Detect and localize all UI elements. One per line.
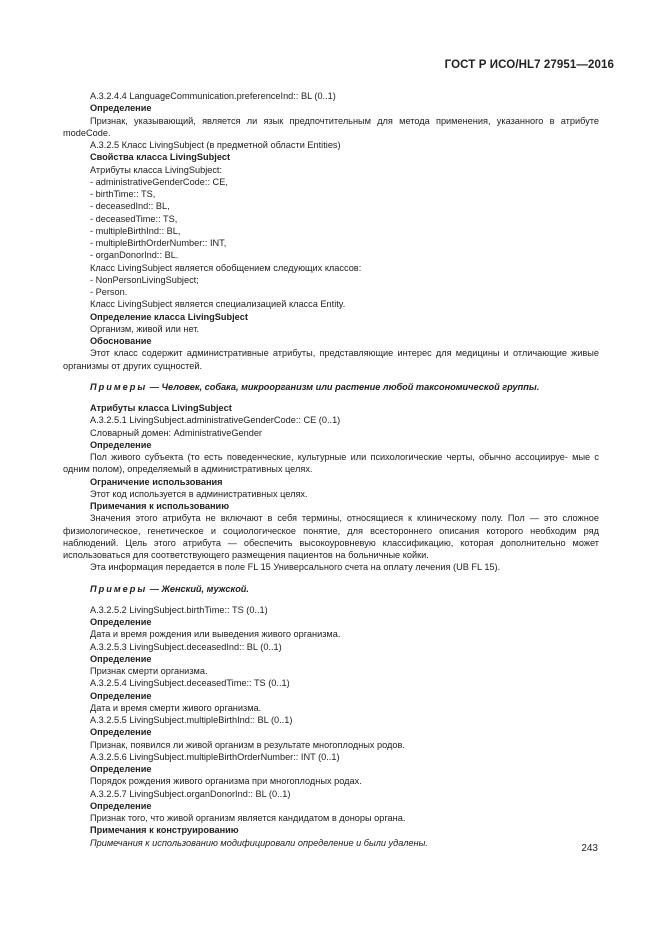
list-item: - organDonorInd:: BL. [90, 250, 179, 261]
list-item: - multipleBirthInd:: BL, [90, 225, 181, 236]
paragraph: Порядок рождения живого организма при многоплодных родах. [90, 776, 362, 787]
subheading: Примечания к конструированию [90, 825, 239, 836]
section-id: A.3.2.4.4 LanguageCommunication.preferenceInd:: BL (0..1) [90, 91, 336, 101]
paragraph: Организм, живой или нет. [90, 323, 200, 334]
section-id: A.3.2.5 Класс LivingSubject (в предметной области Entities) [90, 140, 341, 150]
example-label: Примеры [90, 583, 148, 594]
paragraph: Класс LivingSubject является обобщением следующих классов: [90, 262, 362, 273]
paragraph: Признак смерти организма. [90, 666, 208, 676]
example-note [63, 381, 599, 393]
page-number: 243 [581, 843, 598, 854]
example-label: Примеры [90, 381, 148, 392]
page-body [63, 90, 599, 849]
subheading: Обоснование [90, 336, 152, 346]
example-text: — Человек, собака, микроорганизм или растение любой таксономической группы. [147, 381, 540, 392]
section-id: A.3.2.5.7 LivingSubject.organDonorInd:: BL (0..1) [90, 788, 291, 799]
paragraph: Значения этого атрибута не включают в себя термины, относящиеся к клиническому полу. Пол — это сложное физиологическое, генетическое и социологическое понятие, для всестороннего описания которого необходим ряд наблюдений. Цель этого атрибута — обеспечить высокоуровневую классификацию, которая дополнительно может использоваться для соответствующего размещения пациентов на больничные койки. [63, 513, 599, 560]
paragraph: Словарный домен: AdministrativeGender [90, 427, 262, 438]
subheading: Определение [90, 653, 152, 664]
paragraph: Дата и время смерти живого организма. [90, 702, 262, 713]
list-item: - administrativeGenderCode:: CE, [90, 176, 228, 187]
paragraph: Признак того, что живой организм является кандидатом в доноры органа. [90, 813, 406, 823]
paragraph: Признак, указывающий, является ли язык предпочтительным для метода применения, указанного в атрибуте modeCode. [63, 115, 599, 138]
subheading: Примечания к использованию [90, 501, 230, 511]
list-item: - deceasedTime:: TS, [90, 213, 178, 224]
paragraph: Класс LivingSubject является специализацией класса Entity. [90, 299, 346, 310]
subheading: Ограничение использования [90, 476, 223, 487]
section-id: A.3.2.5.6 LivingSubject.multipleBirthOrderNumber:: INT (0..1) [90, 751, 340, 762]
subheading: Определение [90, 103, 152, 114]
subheading: Атрибуты класса LivingSubject [90, 403, 232, 413]
paragraph: Эта информация передается в поле FL 15 Универсального счета на оплату лечения (UB FL 15). [90, 562, 501, 573]
list-item: - NonPersonLivingSubject; [90, 274, 199, 285]
section-id: A.3.2.5.4 LivingSubject.deceasedTime:: TS (0..1) [90, 678, 290, 689]
section-id: A.3.2.5.5 LivingSubject.multipleBirthInd:: BL (0..1) [90, 715, 293, 725]
example-text: — Женский, мужской. [147, 583, 249, 594]
paragraph: Дата и время рождения или выведения живого организма. [90, 629, 341, 640]
paragraph: Пол живого субъекта (то есть поведенческие, культурные или психологические черты, обычно ассоциируе- мые с одним полом), определяемый в административных целях. [63, 452, 599, 475]
subheading: Определение [90, 727, 152, 738]
subheading: Определение [90, 617, 152, 627]
paragraph: Примечания к использованию модифицировали определение и были удалены. [90, 837, 428, 848]
example-note [63, 583, 599, 595]
section-id: A.3.2.5.3 LivingSubject.deceasedInd:: BL (0..1) [90, 641, 282, 652]
paragraph: Этот код используется в административных целях. [90, 488, 308, 499]
subheading: Свойства класса LivingSubject [90, 152, 231, 163]
list-item: - deceasedInd:: BL, [90, 201, 170, 212]
document-header: ГОСТ Р ИСО/HL7 27951—2016 [444, 59, 614, 71]
section-id: A.3.2.5.1 LivingSubject.administrativeGenderCode:: CE (0..1) [90, 415, 341, 426]
list-item: - Person. [90, 287, 128, 297]
section-id: A.3.2.5.2 LivingSubject.birthTime:: TS (0..1) [90, 604, 268, 615]
paragraph: Признак, появился ли живой организм в результате многоплодных родов. [90, 739, 405, 750]
paragraph: Этот класс содержит административные атрибуты, представляющие интерес для медицины и отличающие живые организмы от других сущностей. [63, 348, 599, 371]
subheading: Определение [90, 800, 152, 811]
subheading: Определение класса LivingSubject [90, 311, 248, 322]
subheading: Определение [90, 764, 152, 774]
list-item: - multipleBirthOrderNumber:: INT, [90, 238, 227, 248]
subheading: Определение [90, 690, 152, 701]
list-item: - birthTime:: TS, [90, 189, 156, 199]
subheading: Определение [90, 439, 152, 450]
paragraph: Атрибуты класса LivingSubject: [90, 164, 223, 175]
